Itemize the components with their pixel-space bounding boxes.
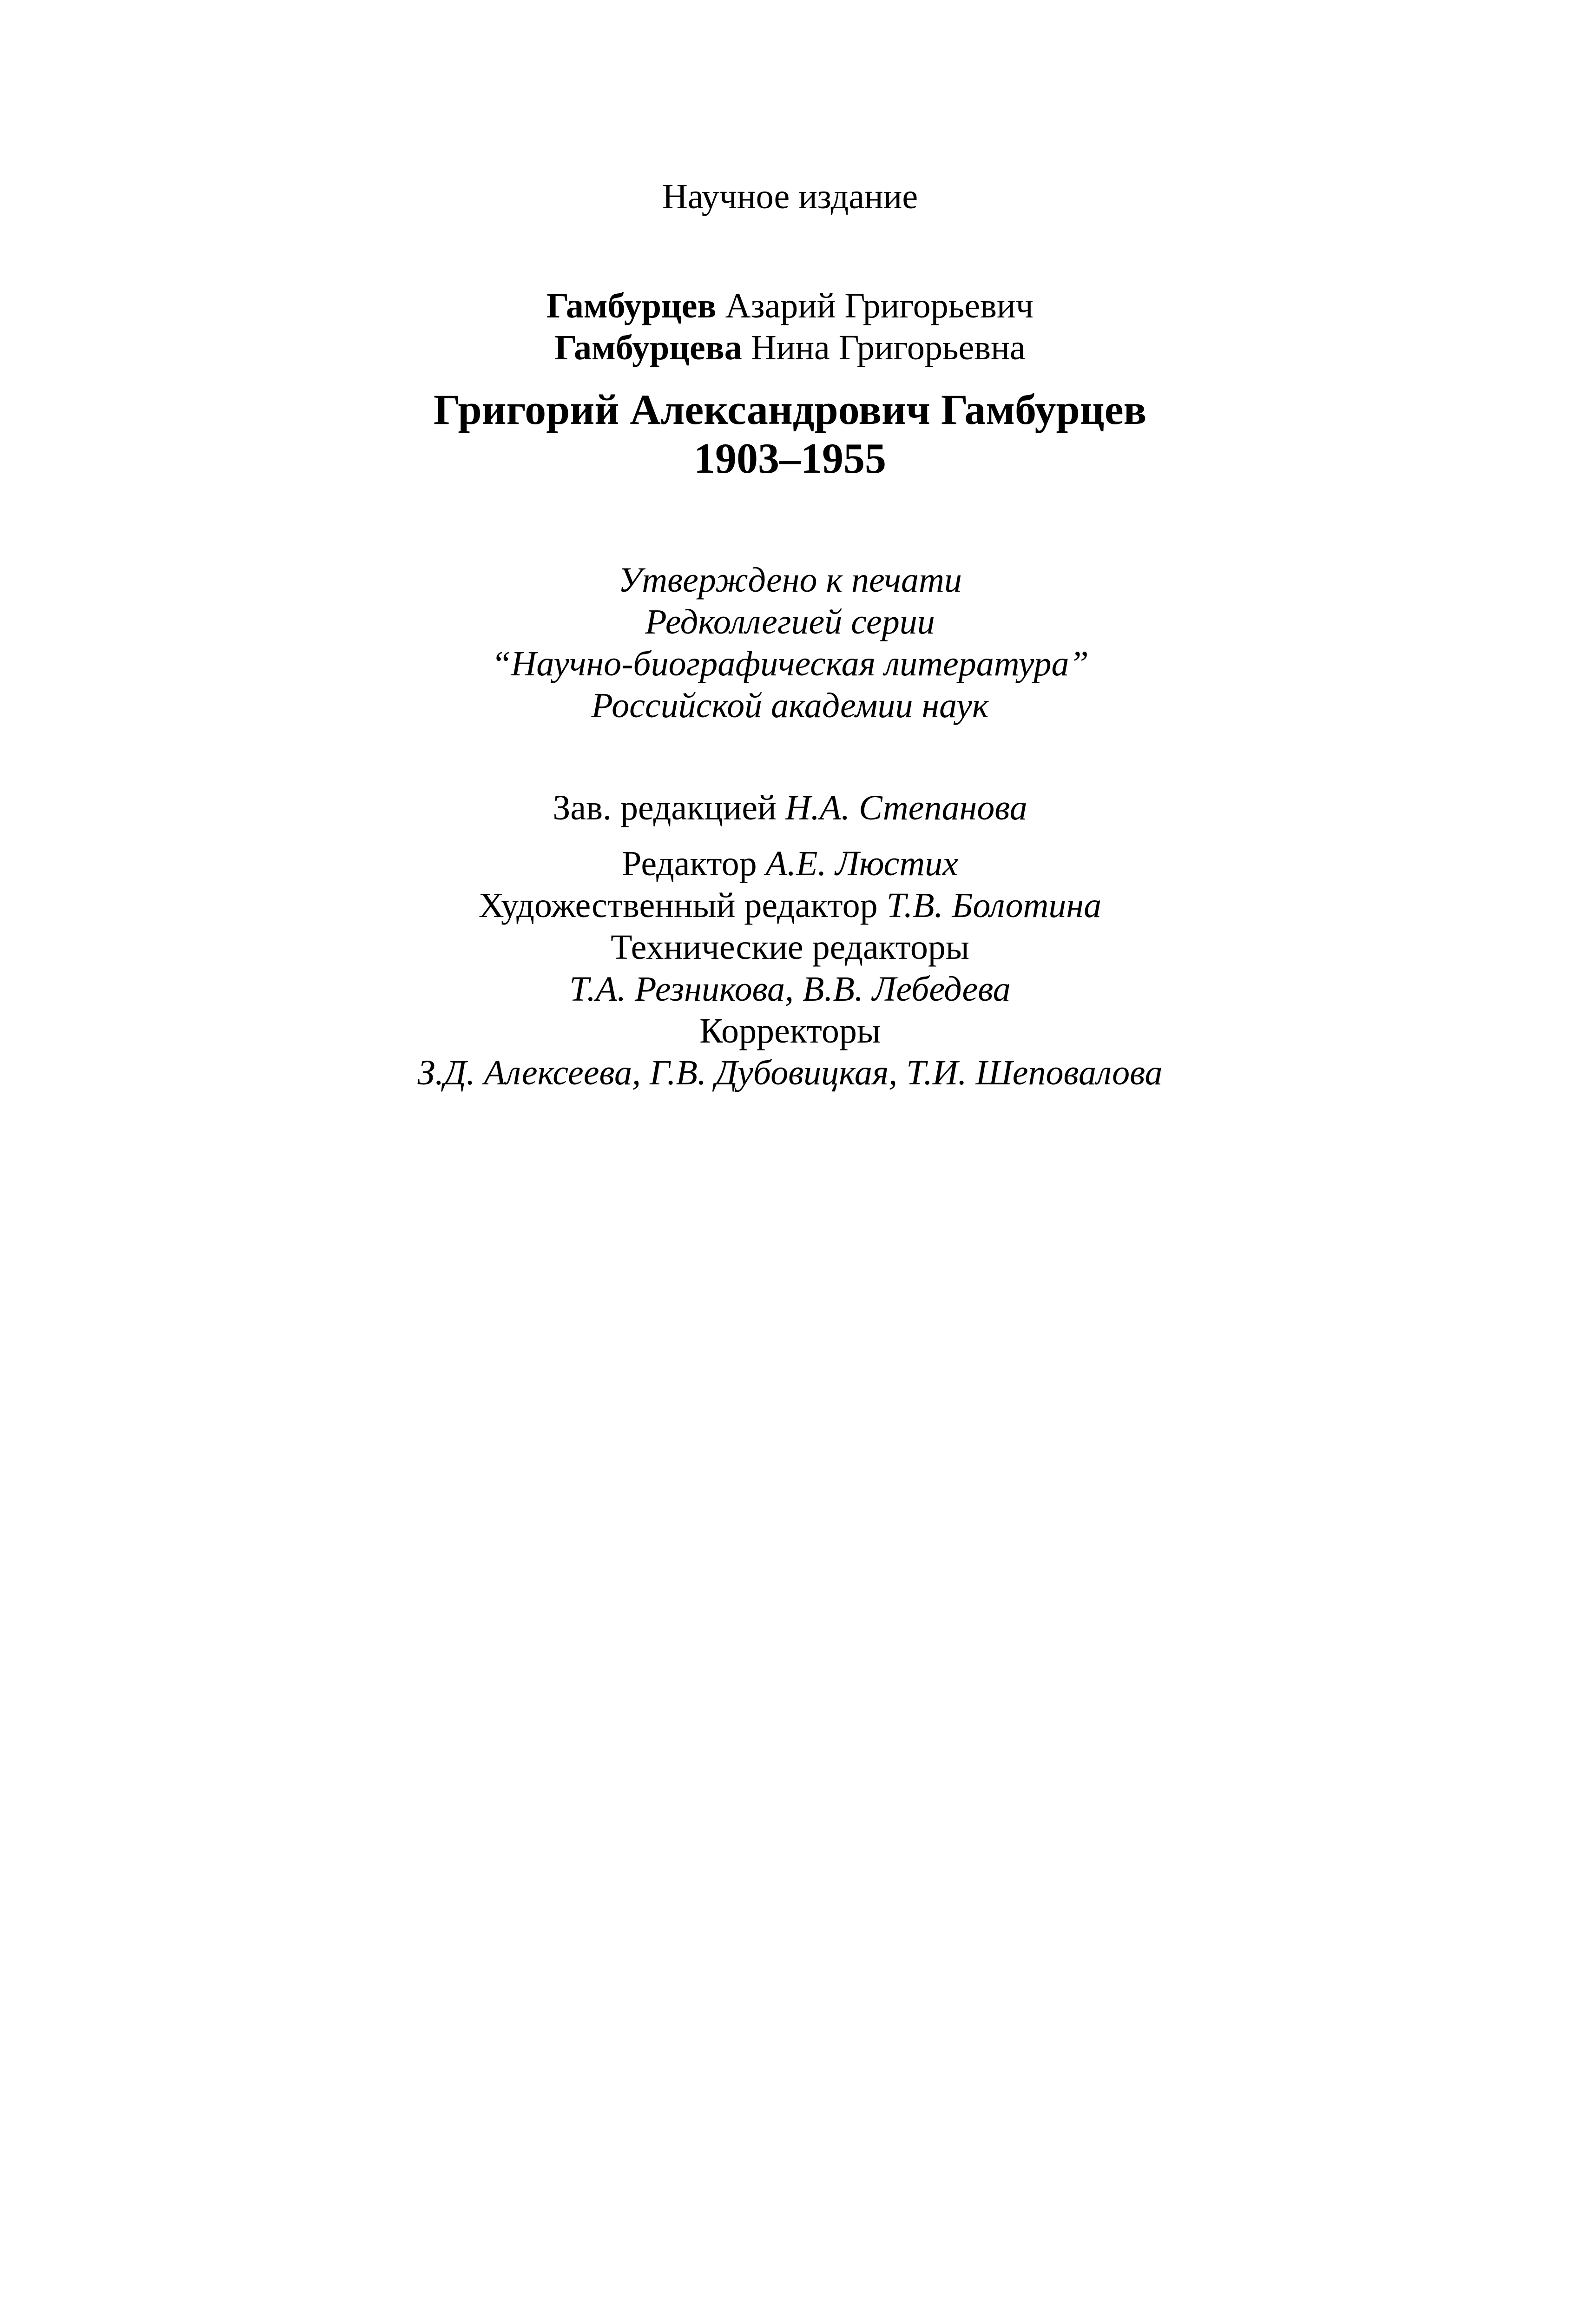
author-line (0, 288, 1580, 324)
credit-tech-editors-names: Т.А. Резникова, В.В. Лебедева (569, 970, 1011, 1009)
credit-correctors-names: З.Д. Алексеева, Г.В. Дубовицкая, Т.И. Шеповалова (417, 1053, 1163, 1092)
credit-art-editor (0, 888, 1580, 923)
credit-name: А.Е. Люстих (765, 844, 958, 883)
approval-line: Утверждено к печати (618, 561, 962, 600)
credit-editor (0, 846, 1580, 881)
author-given-names: Азарий Григорьевич (725, 286, 1034, 325)
approval-line: Российской академии наук (591, 686, 989, 725)
book-title: Григорий Александрович Гамбурцев (433, 386, 1147, 433)
book-title-years: 1903–1955 (694, 435, 886, 482)
author-line (0, 330, 1580, 365)
credit-label: Художественный редактор (478, 886, 878, 925)
author-given-names: Нина Григорьевна (750, 328, 1026, 367)
credit-head-of-editorial (0, 790, 1580, 825)
series-label: Научное издание (662, 177, 918, 216)
approval-line: Редколлегией серии (645, 602, 935, 641)
author-surname: Гамбурцева (554, 328, 742, 367)
credit-correctors-label: Корректоры (699, 1011, 881, 1050)
credit-name: Н.А. Степанова (785, 788, 1027, 827)
credit-label: Редактор (622, 844, 757, 883)
credit-tech-editors-label: Технические редакторы (611, 928, 969, 967)
approval-series-name: “Научно-биографическая литература” (491, 644, 1089, 683)
author-surname: Гамбурцев (546, 286, 717, 325)
credit-name: Т.В. Болотина (886, 886, 1102, 925)
credit-label: Зав. редакцией (553, 788, 777, 827)
